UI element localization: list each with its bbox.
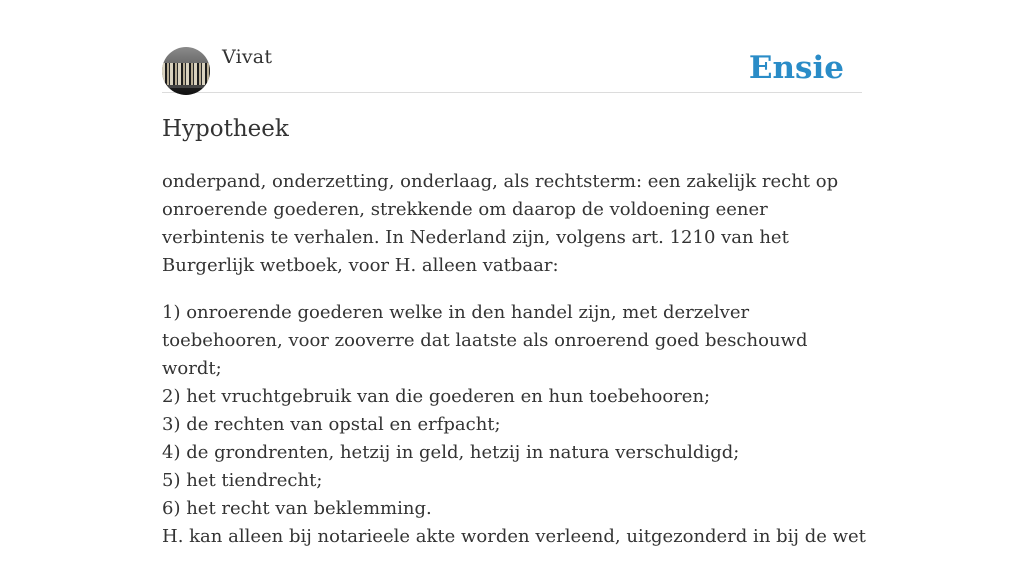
- list-item: 5) het tiendrecht;: [162, 470, 323, 491]
- bookshelf-image: [162, 63, 210, 85]
- list-item: 3) de rechten van opstal en erfpacht;: [162, 414, 501, 435]
- list-item: 6) het recht van beklemming.: [162, 498, 432, 519]
- list-item: 4) de grondrenten, hetzij in geld, hetzij in natura verschuldigd;: [162, 442, 740, 463]
- author-name[interactable]: Vivat: [222, 46, 273, 68]
- list-item: 2) het vruchtgebruik van die goederen en hun toebehooren;: [162, 386, 711, 407]
- list-paragraph: [162, 299, 867, 551]
- list-item: 1) onroerende goederen welke in den handel zijn, met derzelver toebehooren, voor zooverre dat laatste als onroerend goed beschouwd wordt;: [162, 302, 808, 379]
- page-header: [162, 46, 862, 93]
- article-body: [162, 168, 867, 570]
- brand-logo[interactable]: Ensie: [748, 50, 844, 86]
- intro-paragraph: onderpand, onderzetting, onderlaag, als rechtsterm: een zakelijk recht op onroerende goederen, strekkende om daarop de voldoening eener verbintenis te verhalen. In Nederland zijn, volgens art. 1210 van het Burgerlijk wetboek, voor H. alleen vatbaar:: [162, 171, 839, 276]
- page-title: Hypotheek: [162, 116, 289, 142]
- shelf-line: [162, 85, 210, 88]
- author-avatar[interactable]: [162, 47, 210, 95]
- trailing-text: H. kan alleen bij notarieele akte worden verleend, uitgezonderd in bij de wet: [162, 526, 866, 547]
